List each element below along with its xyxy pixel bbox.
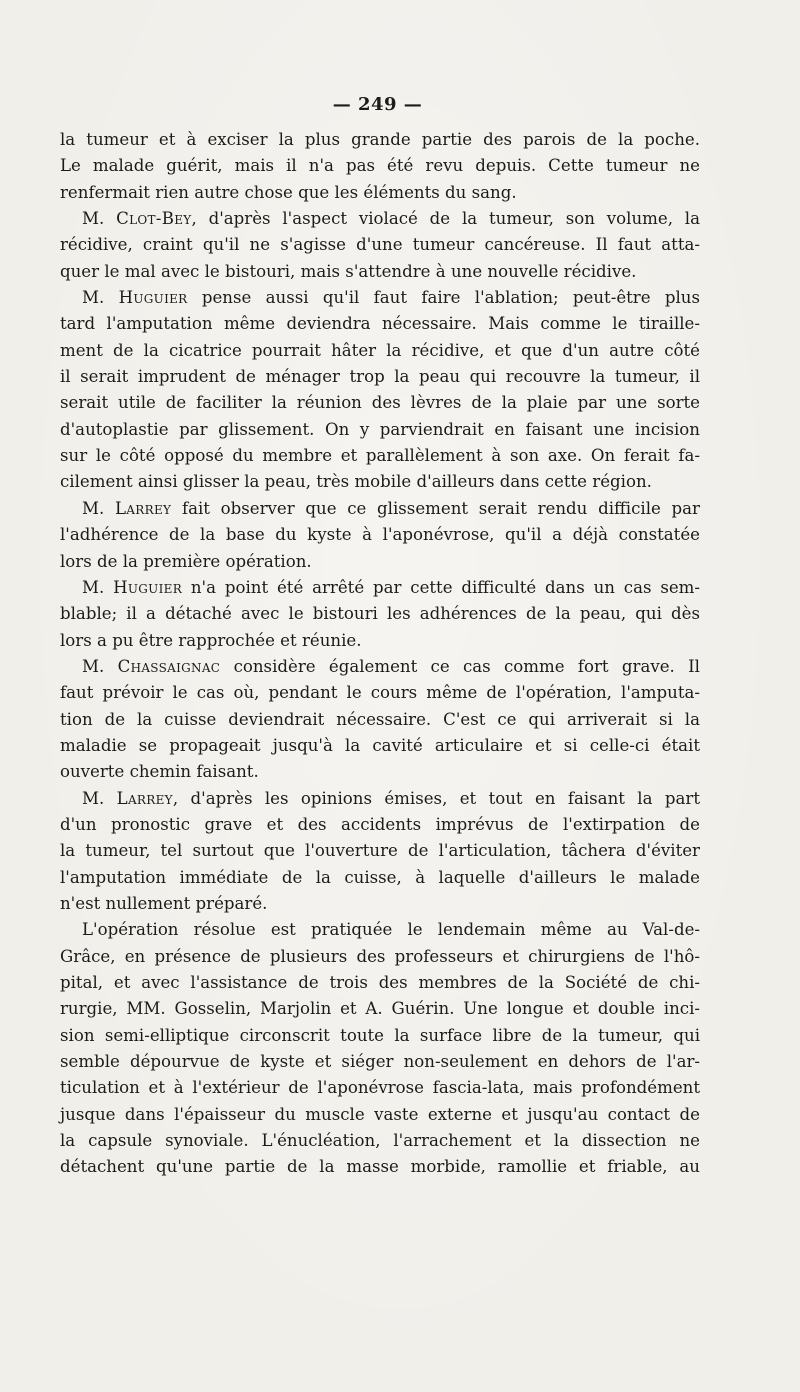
- text-line: [60, 285, 700, 311]
- text-line: ticulation et à l'extérieur de l'aponévrose fascia-lata, mais profondément: [60, 1078, 700, 1098]
- text-line: rurgie, MM. Gosselin, Marjolin et A. Guérin. Une longue et double inci-: [60, 999, 700, 1019]
- text-line: l'adhérence de la base du kyste à l'aponévrose, qu'il a déjà constatée: [60, 525, 700, 545]
- text-line: la tumeur et à exciser la plus grande partie des parois de la poche.: [60, 130, 700, 149]
- text-line: renfermait rien autre chose que les éléments du sang.: [60, 182, 517, 202]
- text-line: [60, 206, 700, 232]
- text-run: M.: [82, 577, 114, 597]
- text-line: d'un pronostic grave et des accidents imprévus de l'extirpation de: [60, 814, 700, 834]
- text-line: il serait imprudent de ménager trop la peau qui recouvre la tumeur, il: [60, 367, 700, 387]
- text-line: [60, 575, 700, 601]
- text-run: M.: [82, 656, 118, 676]
- speaker-name: Clot-Bey: [116, 209, 192, 229]
- text-line: faut prévoir le cas où, pendant le cours même de l'opération, l'amputa-: [60, 683, 700, 703]
- text-run: M.: [82, 209, 117, 229]
- text-line: Le malade guérit, mais il n'a pas été revu depuis. Cette tumeur ne: [60, 156, 700, 176]
- text-line: sur le côté opposé du membre et parallèlement à son axe. On ferait fa-: [60, 446, 700, 466]
- text-line: serait utile de faciliter la réunion des lèvres de la plaie par une sorte: [60, 393, 700, 413]
- text-line: la tumeur, tel surtout que l'ouverture de l'articulation, tâchera d'éviter: [60, 841, 700, 861]
- text-run: pense aussi qu'il faut faire l'ablation; peut-être plus: [187, 288, 701, 308]
- text-line: blable; il a détaché avec le bistouri les adhérences de la peau, qui dès: [60, 604, 700, 624]
- text-line: récidive, craint qu'il ne s'agisse d'une tumeur cancéreuse. Il faut atta-: [60, 235, 700, 255]
- text-line: semble dépourvue de kyste et siéger non-seulement en dehors de l'ar-: [60, 1052, 700, 1072]
- text-line: l'amputation immédiate de la cuisse, à laquelle d'ailleurs le malade: [60, 867, 700, 887]
- text-run: fait observer que ce glissement serait rendu difficile par: [171, 498, 700, 518]
- speaker-name: Huguier: [118, 288, 188, 308]
- text-line: maladie se propageait jusqu'à la cavité articulaire et si celle-ci était: [60, 735, 700, 755]
- text-run: M.: [82, 288, 119, 308]
- text-line: ouverte chemin faisant.: [60, 762, 259, 782]
- text-run: M.: [82, 788, 117, 808]
- body-text: [60, 127, 700, 1181]
- text-line: tion de la cuisse deviendrait nécessaire. C'est ce qui arriverait si la: [60, 709, 700, 729]
- text-line: d'autoplastie par glissement. On y parviendrait en faisant une incision: [60, 419, 700, 439]
- text-run: M.: [82, 498, 115, 518]
- text-line: [60, 786, 700, 812]
- text-line: tard l'amputation même deviendra nécessaire. Mais comme le tiraille-: [60, 314, 700, 334]
- text-line: lors a pu être rapprochée et réunie.: [60, 630, 362, 650]
- text-line: Grâce, en présence de plusieurs des professeurs et chirurgiens de l'hô-: [60, 946, 700, 966]
- text-line: jusque dans l'épaisseur du muscle vaste externe et jusqu'au contact de: [60, 1104, 700, 1124]
- text-line: cilement ainsi glisser la peau, très mobile d'ailleurs dans cette région.: [60, 472, 652, 492]
- page-number: — 249 —: [332, 94, 423, 115]
- text-line: lors de la première opération.: [60, 551, 312, 571]
- text-line: [60, 654, 700, 680]
- text-run: n'a point été arrêté par cette difficulté dans un cas sem-: [182, 577, 700, 597]
- text-run: considère également ce cas comme fort grave. Il: [220, 656, 700, 676]
- text-line: détachent qu'une partie de la masse morbide, ramollie et friable, au: [60, 1157, 700, 1177]
- text-line: pital, et avec l'assistance de trois des membres de la Société de chi-: [60, 973, 700, 992]
- speaker-name: Larrey: [116, 788, 173, 808]
- text-run: , d'après les opinions émises, et tout en faisant la part: [172, 788, 700, 808]
- text-line: [60, 496, 700, 522]
- text-line: quer le mal avec le bistouri, mais s'attendre à une nouvelle récidive.: [60, 261, 637, 281]
- speaker-name: Huguier: [113, 577, 183, 597]
- speaker-name: Larrey: [114, 498, 172, 518]
- text-line: sion semi-elliptique circonscrit toute la surface libre de la tumeur, qui: [60, 1025, 700, 1045]
- speaker-name: Chassaignac: [117, 656, 221, 676]
- text-line: la capsule synoviale. L'énucléation, l'arrachement et la dissection ne: [60, 1131, 700, 1151]
- text-line: ment de la cicatrice pourrait hâter la récidive, et que d'un autre côté: [60, 340, 700, 360]
- text-line: L'opération résolue est pratiquée le lendemain même au Val-de-: [82, 920, 700, 940]
- text-run: , d'après l'aspect violacé de la tumeur, son volume, la: [191, 209, 700, 229]
- text-line: n'est nullement préparé.: [60, 893, 268, 913]
